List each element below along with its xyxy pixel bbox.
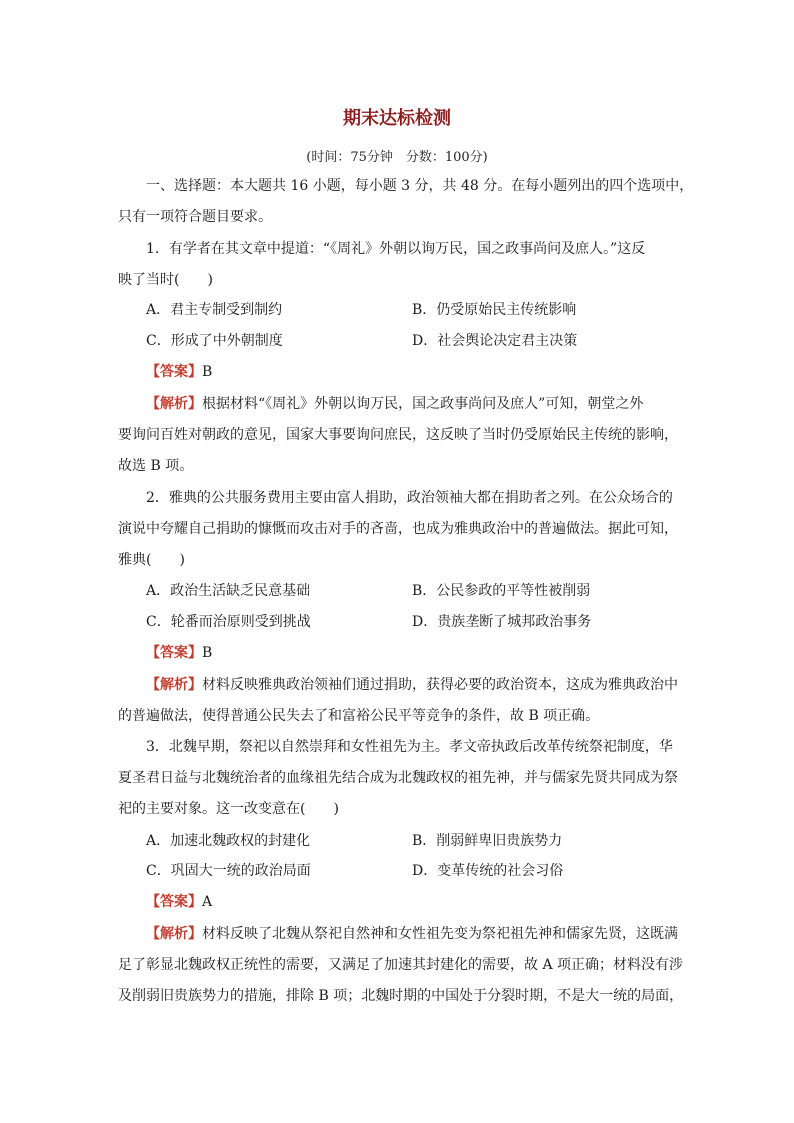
q3-analysis-line-1 <box>146 924 712 944</box>
q3-stem-line-2: 夏圣君日益与北魏统治者的血缘祖先结合成为北魏政权的祖先神，并与儒家先贤共同成为祭 <box>118 770 678 786</box>
answer-tag: 【答案】 <box>146 645 202 661</box>
answer-tag: 【答案】 <box>146 364 202 380</box>
analysis-text: 根据材料“《周礼》外朝以询万民，国之政事尚问及庶人”可知，朝堂之外 <box>202 396 644 412</box>
q3-answer <box>146 892 712 912</box>
answer-value: B <box>202 645 213 661</box>
q1-option-b: B．仍受原始民主传统影响 <box>412 302 577 318</box>
analysis-tag: 【解析】 <box>146 926 202 942</box>
q2-answer <box>146 643 712 663</box>
analysis-text: 材料反映了北魏从祭祀自然神和女性祖先变为祭祀祖先神和儒家先贤，这既满 <box>202 926 678 942</box>
q2-stem-line-3: 雅典( ) <box>118 552 185 568</box>
q2-option-a: A．政治生活缺乏民意基础 <box>146 583 311 599</box>
analysis-tag: 【解析】 <box>146 396 202 412</box>
q1-option-c: C．形成了中外朝制度 <box>146 333 283 349</box>
q1-analysis-line-3: 故选 B 项。 <box>118 458 194 474</box>
q3-option-a: A．加速北魏政权的封建化 <box>146 833 311 849</box>
q1-option-a: A．君主专制受到制约 <box>146 302 283 318</box>
q1-analysis-line-2: 要询问百姓对朝政的意见，国家大事要询问庶民，这反映了当时仍受原始民主传统的影响， <box>118 427 678 443</box>
q3-analysis-line-2: 足了彰显北魏政权正统性的需要，又满足了加速其封建化的需要，故 A 项正确；材料没有涉 <box>118 957 684 973</box>
q3-analysis-line-3: 及削弱旧贵族势力的措施，排除 B 项；北魏时期的中国处于分裂时期，不是大一统的局面， <box>118 988 684 1004</box>
analysis-text: 材料反映雅典政治领袖们通过捐助，获得必要的政治资本，这成为雅典政治中 <box>202 677 678 693</box>
exam-time-score: (时间：75分钟 分数：100分) <box>306 150 488 165</box>
analysis-tag: 【解析】 <box>146 677 202 693</box>
answer-value: A <box>202 894 213 910</box>
q2-stem-line-2: 演说中夸耀自己捐助的慷慨而攻击对手的吝啬，也成为雅典政治中的普遍做法。据此可知， <box>118 521 678 537</box>
q2-option-b: B．公民参政的平等性被削弱 <box>412 583 591 599</box>
q1-stem-line-1: 1．有学者在其文章中提道：“《周礼》外朝以询万民，国之政事尚问及庶人。”这反 <box>146 241 646 257</box>
q1-analysis-line-1 <box>146 394 712 414</box>
q2-option-d: D．贵族垄断了城邦政治事务 <box>412 614 592 630</box>
q1-option-d: D．社会舆论决定君主决策 <box>412 333 578 349</box>
q1-answer <box>146 362 712 382</box>
q2-stem-line-1: 2．雅典的公共服务费用主要由富人捐助，政治领袖大都在捐助者之列。在公众场合的 <box>146 490 673 506</box>
q3-stem-line-3: 祀的主要对象。这一改变意在( ) <box>118 801 339 817</box>
q2-analysis-line-2: 的普遍做法，使得普通公民失去了和富裕公民平等竞争的条件，故 B 项正确。 <box>118 708 600 724</box>
answer-tag: 【答案】 <box>146 894 202 910</box>
page-title: 期末达标检测 <box>343 108 451 129</box>
q3-option-d: D．变革传统的社会习俗 <box>412 863 564 879</box>
q3-option-c: C．巩固大一统的政治局面 <box>146 863 311 879</box>
q2-option-c: C．轮番而治原则受到挑战 <box>146 614 311 630</box>
q3-option-b: B．削弱鲜卑旧贵族势力 <box>412 833 563 849</box>
q2-analysis-line-1 <box>146 675 712 695</box>
q1-stem-line-2: 映了当时( ) <box>118 272 213 288</box>
section-intro-line-1: 一、选择题：本大题共 16 小题，每小题 3 分，共 48 分。在每小题列出的四个选项中， <box>146 178 694 194</box>
q3-stem-line-1: 3．北魏早期，祭祀以自然崇拜和女性祖先为主。孝文帝执政后改革传统祭祀制度，华 <box>146 739 673 755</box>
section-intro-line-2: 只有一项符合题目要求。 <box>118 209 272 225</box>
answer-value: B <box>202 364 213 380</box>
